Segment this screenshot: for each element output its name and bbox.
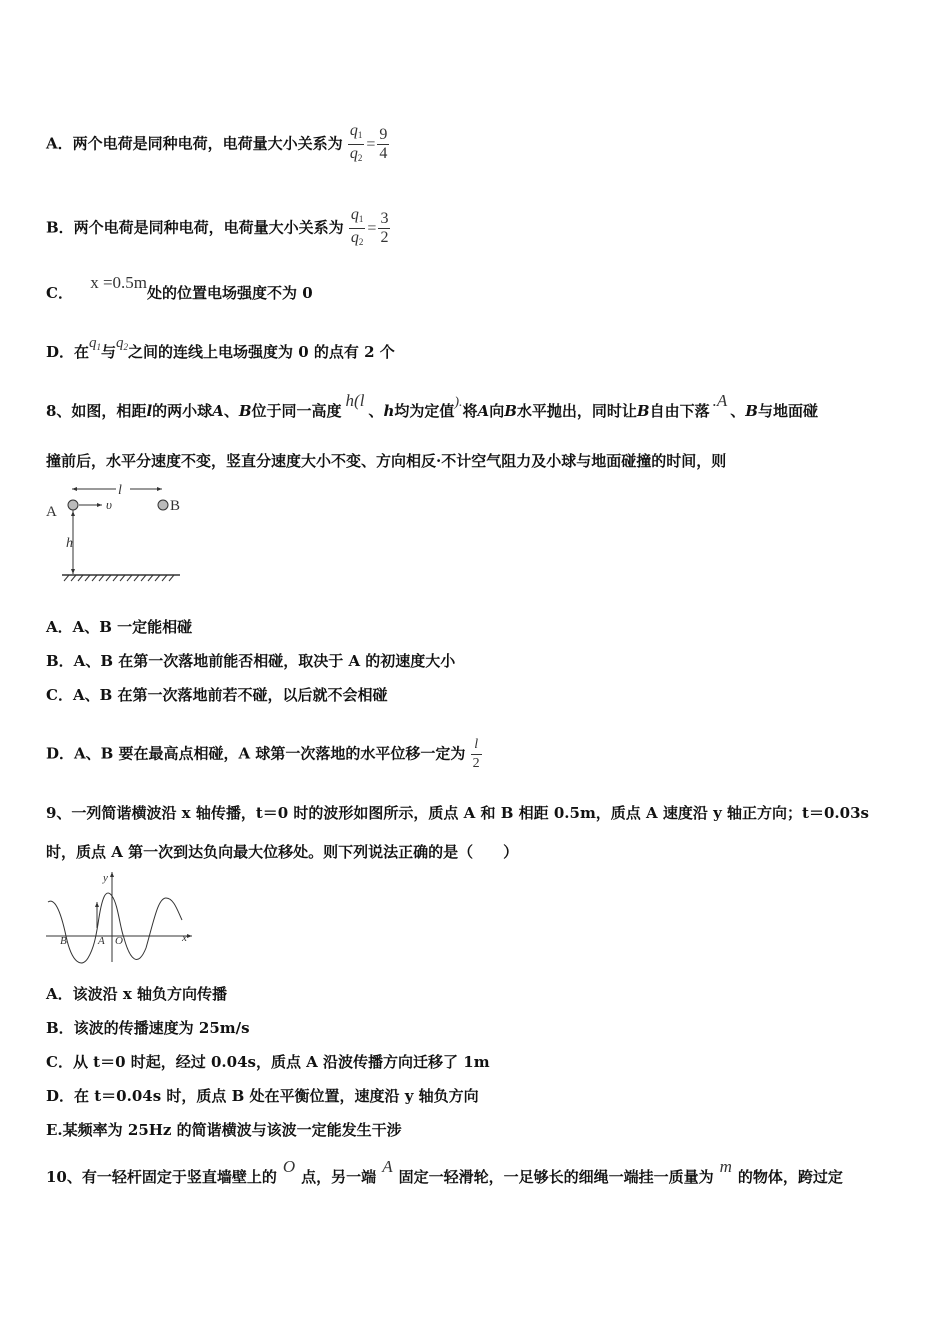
q7-option-c-math: x =0.5m bbox=[90, 273, 147, 292]
q8-ball-b bbox=[158, 500, 168, 510]
q7-option-a-value: $\frac{9}{4}$ bbox=[379, 126, 388, 162]
q8-fig-label-l: l bbox=[118, 483, 122, 498]
q9-wave-curve bbox=[48, 893, 182, 963]
q8-option-d: D．A、B 要在最高点相碰，A 球第一次落地的水平位移一定为 $\frac{l}{2}$ bbox=[46, 737, 480, 771]
q9-stem-line2: 时，质点 A 第一次到达负向最大位移处。则下列说法正确的是（ ） bbox=[46, 843, 519, 861]
q9-option-d: D．在 t＝0.04s 时，质点 B 处在平衡位置，速度沿 y 轴负方向 bbox=[46, 1087, 479, 1105]
q8-option-d-fraction: $\frac{l}{2}$ bbox=[472, 737, 480, 771]
q8-option-c: C．A、B 在第一次落地前若不碰，以后就不会相碰 bbox=[46, 686, 388, 704]
q8-figure bbox=[44, 478, 186, 586]
q9-fig-label-a: A bbox=[98, 935, 105, 947]
q7-option-b-value: $\frac{3}{2}$ bbox=[380, 210, 389, 246]
q8-ball-a bbox=[68, 500, 78, 510]
q7-option-b-text: B．两个电荷是同种电荷，电荷量大小关系为 bbox=[46, 218, 344, 237]
q8-option-b: B．A、B 在第一次落地前能否相碰，取决于 A 的初速度大小 bbox=[46, 652, 456, 670]
q8-stem-line2: 撞前后，水平分速度不变，竖直分速度大小不变、方向相反·不计空气阻力及小球与地面碰撞的时间，则 bbox=[46, 452, 727, 470]
q9-fig-x-label: x bbox=[182, 932, 187, 944]
q10-stem-line1: 10、有一轻杆固定于竖直墙壁上的O点，另一端A固定一轻滑轮，一足够长的细绳一端挂一质量为m的物体，跨过定 bbox=[46, 1157, 843, 1186]
q8-fig-label-a: A bbox=[46, 504, 57, 520]
q9-stem-line1: 9、一列简谐横波沿 x 轴传播，t＝0 时的波形如图所示，质点 A 和 B 相距 0.5m，质点 A 速度沿 y 轴正方向；t＝0.03s bbox=[46, 804, 869, 822]
q8-ground-hatch bbox=[64, 575, 174, 581]
q9-option-c: C．从 t＝0 时起，经过 0.04s，质点 A 沿波传播方向迁移了 1m bbox=[46, 1053, 490, 1071]
q8-stem-line1: 8、如图，相距l的两小球A、B位于同一高度h(l、h均为定值).将A向B水平抛出，同时让B自由下落.A、B与地面碰 bbox=[46, 391, 818, 420]
q9-option-a: A．该波沿 x 轴负方向传播 bbox=[46, 985, 228, 1003]
q8-fig-label-b: B bbox=[170, 498, 181, 514]
q9-fig-y-label: y bbox=[103, 872, 108, 884]
q9-option-b: B．该波的传播速度为 25m/s bbox=[46, 1019, 250, 1037]
q7-option-a: A．两个电荷是同种电荷，电荷量大小关系为 $\frac{q_1}{q_2}$ = $\frac{9}{4}$ bbox=[46, 122, 389, 167]
q9-wave-figure bbox=[42, 868, 198, 964]
q7-option-a-text: A．两个电荷是同种电荷，电荷量大小关系为 bbox=[46, 134, 343, 153]
q7-option-d: D．在$q_1$与$q_2$之间的连线上电场强度为 0 的点有 2 个 bbox=[46, 335, 395, 361]
q8-fig-label-v: υ bbox=[106, 497, 112, 512]
q9-option-e: E.某频率为 25Hz 的简谐横波与该波一定能发生干涉 bbox=[46, 1121, 402, 1139]
q9-fig-label-b: B bbox=[60, 935, 67, 947]
q8-option-a: A．A、B 一定能相碰 bbox=[46, 618, 193, 636]
q7-option-b-ratio: $\frac{q_1}{q_2}$ bbox=[350, 206, 364, 247]
q9-fig-label-o: O bbox=[115, 935, 123, 947]
q7-option-c: C． x =0.5m处的位置电场强度不为 0 bbox=[46, 273, 313, 302]
q7-option-a-ratio: $\frac{q_1}{q_2}$ bbox=[349, 122, 363, 163]
q7-option-b: B．两个电荷是同种电荷，电荷量大小关系为 $\frac{q_1}{q_2}$ = $\frac{3}{2}$ bbox=[46, 206, 390, 251]
q8-fig-label-h: h bbox=[66, 536, 73, 551]
